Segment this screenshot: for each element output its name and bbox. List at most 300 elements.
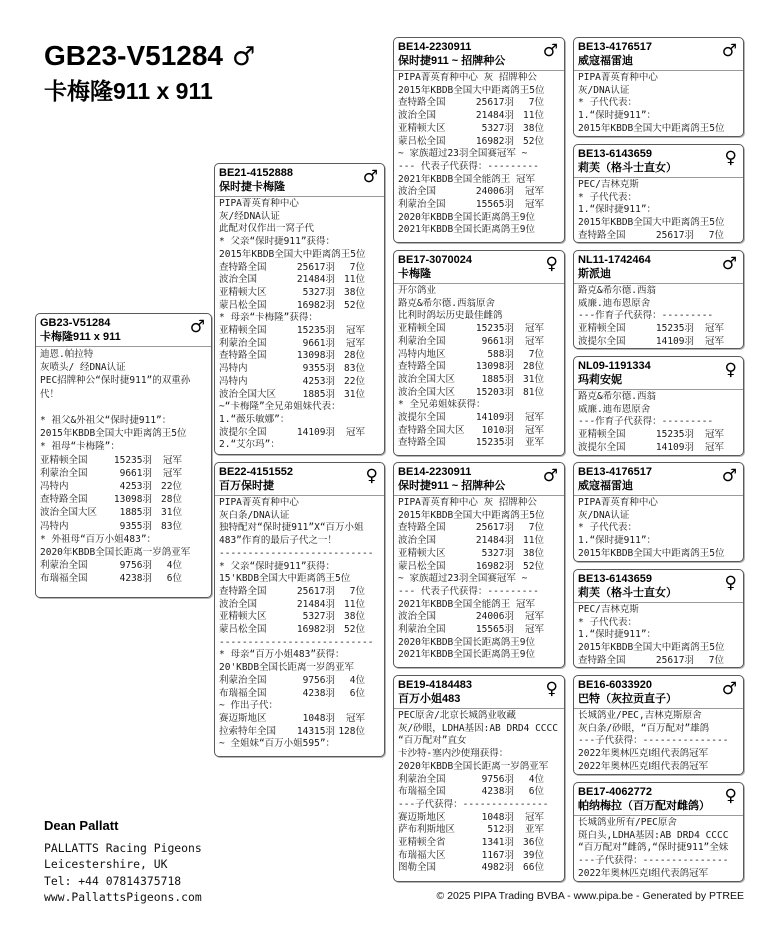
box-header [394, 38, 564, 71]
race-result-row [578, 323, 740, 336]
race-placing: 冠军 [524, 424, 544, 436]
box-details [574, 390, 743, 455]
race-placing: 冠军 [162, 467, 182, 479]
race-placing: 7位 [349, 261, 365, 273]
info-line: --- 代表子代获得：--------- [398, 160, 539, 172]
breeder-location: Leicestershire, UK [44, 857, 168, 872]
breeder-info [44, 818, 202, 905]
race-location: 波提尔全国 [578, 441, 626, 453]
box-header [574, 463, 743, 496]
race-placing: 28位 [344, 350, 365, 362]
race-result-row [219, 713, 381, 726]
breeder-company: PALLATTS Racing Pigeons [44, 841, 202, 855]
info-line: PIPA菁英育种中心 灰 招牌种公 [398, 497, 537, 508]
info-line: 路克&希尔德.西翁原舍 [398, 297, 495, 309]
race-result-row [398, 374, 561, 387]
pedigree-box-dam-dam-dam [573, 782, 744, 882]
race-placing: 83位 [161, 520, 182, 532]
race-location: 亚精顿大区 [398, 122, 446, 134]
pigeon-name: 保时捷卡梅隆 [219, 181, 285, 193]
race-placing: 52位 [344, 299, 365, 311]
male-symbol-icon: ♂ [721, 679, 737, 699]
bird-count: 16982羽 [296, 624, 335, 636]
info-line: * 母亲“卡梅隆”获得： [219, 312, 318, 324]
bird-count: 1885羽 [119, 507, 152, 519]
info-line: 2020年KBDB全国长距离鸽王9位 [398, 211, 535, 223]
bird-count: 4982羽 [481, 862, 514, 874]
info-line: 威廉.迪布恩原舍 [578, 297, 651, 309]
race-result-row [219, 350, 381, 363]
race-location: 赛迈斯地区 [219, 712, 267, 724]
info-line: --- 代表子代获得：--------- [398, 585, 539, 597]
pedigree-box-dam-sire-sire [573, 462, 744, 562]
box-header [574, 676, 743, 709]
race-placing: 冠军 [345, 337, 365, 349]
race-location: 亚精顿全国 [578, 323, 626, 335]
info-line: ---子代获得：--------------- [578, 735, 729, 747]
race-result-row [398, 199, 561, 212]
bird-count: 15565羽 [475, 624, 514, 636]
race-result-row [578, 429, 740, 442]
race-result-row [40, 467, 208, 480]
race-location: 利蒙治全国 [219, 337, 267, 349]
pedigree-box-sire-sire-sire [573, 37, 744, 137]
pigeon-name: 卡梅隆 [398, 268, 431, 280]
box-header [215, 164, 384, 197]
race-result-row [219, 586, 381, 599]
race-result-row [219, 376, 381, 389]
race-location: 波治全国 [398, 535, 437, 547]
info-line: 此配对仅作出一窝子代 [219, 223, 315, 235]
pedigree-box-dam [214, 462, 385, 757]
bird-count: 1167羽 [481, 849, 514, 861]
pedigree-box-dam-sire [393, 462, 565, 668]
race-placing: 冠军 [524, 611, 544, 623]
race-result-row [398, 862, 561, 875]
race-result-row [398, 349, 561, 362]
race-result-row [40, 520, 208, 533]
page-title-pigeon-name: 卡梅隆911 x 911 [44, 78, 213, 104]
bird-count: 9355羽 [302, 363, 335, 375]
box-details [574, 178, 743, 243]
bird-count: 4238羽 [119, 573, 152, 585]
info-line: * 母亲“百万小姐483”获得： [219, 649, 345, 661]
info-line: 1.“保时捷911”： [578, 110, 657, 122]
male-symbol-icon: ♂ [542, 466, 558, 486]
race-result-row [219, 389, 381, 402]
race-location: 亚精顿全国 [219, 325, 267, 337]
pigeon-name: 莉芙（格斗士直女） [578, 587, 677, 599]
info-line: --------------------------- [219, 636, 374, 648]
race-location: 布瑞福大区 [398, 849, 446, 861]
box-header [574, 783, 743, 816]
info-line: 2015年KBDB全国大中距离鸽王5位 [219, 248, 366, 260]
race-result-row [578, 655, 740, 668]
box-details [574, 284, 743, 349]
race-location: 查特路全国 [219, 261, 267, 273]
race-placing: 52位 [523, 560, 544, 572]
race-placing: 亚军 [524, 437, 544, 449]
box-header [574, 145, 743, 178]
bird-count: 9661羽 [119, 467, 152, 479]
race-placing: 7位 [528, 522, 544, 534]
race-placing: 81位 [523, 386, 544, 398]
pedigree-box-sire-sire-dam [573, 144, 744, 243]
box-details [394, 71, 564, 237]
race-location: 萨布利斯地区 [398, 824, 456, 836]
box-header [394, 463, 564, 496]
race-result-row [219, 726, 381, 739]
race-result-row [219, 338, 381, 351]
race-result-row [398, 437, 561, 450]
bird-count: 14109羽 [655, 335, 694, 347]
race-location: 查特路全国 [398, 437, 446, 449]
info-line: 2.“艾尔玛”： [219, 439, 280, 451]
race-result-row [219, 624, 381, 637]
race-location: 利蒙治全国 [398, 199, 446, 211]
info-line: 2015年KBDB全国大中距离鸽王5位 [398, 84, 545, 96]
ring-number: NL11-1742464 [578, 254, 651, 266]
info-line: 1.“保时捷911”： [578, 204, 657, 216]
bird-count: 14109羽 [655, 441, 694, 453]
race-location: 亚精顿大区 [219, 286, 267, 298]
pedigree-box-sire-dam [393, 250, 565, 456]
bird-count: 15235羽 [655, 429, 694, 441]
race-placing: 31位 [161, 507, 182, 519]
pigeon-name: 玛莉安妮 [578, 374, 622, 386]
bird-count: 9756羽 [302, 674, 335, 686]
bird-count: 21484羽 [296, 274, 335, 286]
race-location: 冯特内 [219, 363, 248, 375]
race-placing: 22位 [344, 375, 365, 387]
pedigree-box-subject [35, 313, 212, 598]
info-line: 1.“保时捷911”： [578, 535, 657, 547]
bird-count: 4253羽 [302, 375, 335, 387]
race-placing: 36位 [523, 837, 544, 849]
info-line: 灰白条/砂眼，“百万配对”雄鸽 [578, 722, 710, 734]
info-line: PEC原舍/北京长城鸽业收藏 [398, 710, 516, 721]
race-result-row [398, 837, 561, 850]
info-line: 2022年奥林匹克Ⅰ组代表鸽冠军 [578, 760, 709, 772]
bird-count: 16982羽 [296, 299, 335, 311]
pedigree-box-dam-sire-dam [573, 569, 744, 668]
ring-number: BE16-6033920 [578, 679, 653, 691]
race-result-row [398, 535, 561, 548]
bird-count: 5327羽 [481, 547, 514, 559]
bird-count: 25617羽 [475, 522, 514, 534]
race-result-row [219, 287, 381, 300]
box-header [574, 357, 743, 390]
page-title-line [44, 40, 255, 73]
race-location: 查特路全国 [398, 361, 446, 373]
race-location: 查特路全国 [40, 494, 88, 506]
bird-count: 14315羽 [296, 725, 335, 737]
race-result-row [40, 506, 208, 519]
info-line: * 子代代表： [578, 616, 637, 628]
info-line: 灰/经DNA认证 [219, 210, 280, 222]
box-details [574, 816, 743, 881]
bird-count: 5327羽 [302, 611, 335, 623]
info-line: 路克&希尔德.西翁 [578, 391, 656, 402]
info-line: 开尔鸽业 [398, 285, 437, 296]
pigeon-name: 保时捷911 ~ 招牌种公 [398, 55, 506, 67]
bird-count: 9355羽 [119, 520, 152, 532]
bird-count: 15235羽 [296, 325, 335, 337]
breeder-phone: Tel: +44 07814375718 [44, 873, 182, 888]
bird-count: 24006羽 [475, 186, 514, 198]
race-result-row [398, 361, 561, 374]
info-line: 比利时鸽坛历史最佳雌鸽 [398, 310, 503, 322]
ring-number: BE13-6143659 [578, 573, 653, 585]
race-result-row [398, 611, 561, 624]
info-line: PIPA菁英育种中心 [578, 72, 658, 83]
race-result-row [398, 186, 561, 199]
bird-count: 9661羽 [481, 335, 514, 347]
bird-count: 13098羽 [296, 350, 335, 362]
race-placing: 冠军 [704, 335, 724, 347]
pedigree-box-dam-dam [393, 675, 565, 882]
box-details [574, 496, 743, 561]
female-symbol-icon: ♀ [545, 679, 558, 699]
male-symbol-icon: ♂ [189, 317, 205, 337]
bird-count: 25617羽 [296, 585, 335, 597]
bird-count: 1048羽 [481, 811, 514, 823]
female-symbol-icon: ♀ [724, 573, 737, 593]
info-line: 2020年KBDB全国长距离鸽王9位 [398, 636, 535, 648]
race-location: 波治全国 [219, 598, 258, 610]
race-result-row [398, 336, 561, 349]
female-symbol-icon: ♀ [545, 254, 558, 274]
race-result-row [398, 522, 561, 535]
bird-count: 588羽 [487, 348, 514, 360]
race-placing: 4位 [166, 560, 182, 572]
info-line: PIPA菁英育种中心 [219, 198, 299, 209]
info-line: 长城鸽业所有/PEC原舍 [578, 817, 677, 828]
race-location: 利蒙治全国 [40, 560, 88, 572]
info-line: “百万配对”雌鸽,“保时捷911”全妹 [578, 842, 729, 854]
info-line: 代！ [40, 388, 60, 400]
race-location: 利蒙治全国 [219, 674, 267, 686]
bird-count: 5327羽 [302, 286, 335, 298]
race-placing: 冠军 [524, 199, 544, 211]
bird-count: 9756羽 [119, 560, 152, 572]
race-location: 波治全国 [219, 274, 258, 286]
box-header [394, 676, 564, 709]
race-placing: 冠军 [704, 429, 724, 441]
pigeon-name: 巴特（灰拉贡直子） [578, 693, 677, 705]
bird-count: 13098羽 [113, 494, 152, 506]
male-symbol-icon: ♂ [542, 41, 558, 61]
race-location: 布瑞福全国 [219, 687, 267, 699]
race-placing: 22位 [161, 481, 182, 493]
ring-number: BE21-4152888 [219, 167, 294, 179]
race-placing: 6位 [166, 573, 182, 585]
ring-number: BE13-4176517 [578, 41, 653, 53]
bird-count: 4238羽 [302, 687, 335, 699]
race-result-row [398, 561, 561, 574]
race-location: 蒙吕松全国 [398, 135, 446, 147]
box-details [215, 496, 384, 751]
bird-count: 512羽 [487, 824, 514, 836]
box-details [36, 347, 211, 586]
race-placing: 83位 [344, 363, 365, 375]
ring-number: BE22-4151552 [219, 466, 294, 478]
info-line: * 父亲“保时捷911”获得： [219, 236, 336, 248]
info-line: 灰白条/DNA认证 [219, 509, 290, 521]
info-line: ~ 作出子代： [219, 700, 278, 712]
race-location: 波提尔全国 [578, 335, 626, 347]
info-line: 2015年KBDB全国大中距离鸽王5位 [578, 217, 725, 229]
race-placing: 11位 [344, 598, 365, 610]
info-line: ---作育子代获得：--------- [578, 310, 714, 322]
race-result-row [398, 97, 561, 110]
race-result-row [398, 123, 561, 136]
info-line: 卡沙特-塞内沙使翔获得： [398, 748, 509, 760]
race-placing: 冠军 [524, 811, 544, 823]
pedigree-box-sire-dam-dam [573, 356, 744, 456]
race-result-row [40, 572, 208, 585]
ring-number: GB23-V51284 [40, 317, 111, 329]
race-location: 亚精顿大区 [398, 547, 446, 559]
info-line: 1.“保时捷911”： [578, 629, 657, 641]
bird-count: 25617羽 [655, 654, 694, 666]
info-line: 15'KBDB全国大中距离鸽王5位 [219, 573, 351, 585]
race-location: 布瑞福全国 [40, 573, 88, 585]
bird-count: 1341羽 [481, 837, 514, 849]
race-location: 图勒全国 [398, 862, 437, 874]
race-placing: 冠军 [524, 624, 544, 636]
info-line: 2021年KBDB全国长距离鸽王9位 [398, 224, 535, 236]
info-line: 灰/DNA认证 [578, 509, 630, 521]
info-line: * 子代代表： [578, 522, 637, 534]
info-line: ~ 家族超过23羽全国赛冠军 ~ [398, 148, 528, 160]
race-placing: 冠军 [704, 441, 724, 453]
bird-count: 15235羽 [475, 437, 514, 449]
box-details [394, 496, 564, 662]
race-result-row [398, 850, 561, 863]
box-header [394, 251, 564, 284]
pedigree-box-sire [214, 163, 385, 455]
race-result-row [40, 493, 208, 506]
box-details [574, 71, 743, 136]
info-line: “百万配对”直女 [398, 735, 467, 747]
race-location: 查特路全国 [219, 585, 267, 597]
race-placing: 38位 [523, 547, 544, 559]
race-result-row [398, 786, 561, 799]
bird-count: 21484羽 [296, 598, 335, 610]
race-result-row [398, 387, 561, 400]
info-line: PIPA菁英育种中心 [578, 497, 658, 508]
race-location: 蒙吕松全国 [219, 299, 267, 311]
bird-count: 4238羽 [481, 786, 514, 798]
race-placing: 7位 [708, 654, 724, 666]
race-placing: 冠军 [524, 186, 544, 198]
race-location: 亚精顿全国 [398, 323, 446, 335]
race-placing: 128位 [338, 725, 365, 737]
race-placing: 7位 [528, 97, 544, 109]
race-location: 冯特内 [40, 481, 69, 493]
ring-number: BE13-4176517 [578, 466, 653, 478]
bird-count: 24006羽 [475, 611, 514, 623]
bird-count: 25617羽 [655, 229, 694, 241]
info-line: ~ 家族超过23羽全国赛冠军 ~ [398, 573, 528, 585]
ring-number: BE13-6143659 [578, 148, 653, 160]
race-location: 查特路全国 [398, 97, 446, 109]
info-line: * 全兄弟姐妹获得： [398, 399, 486, 411]
race-location: 亚精顿全国 [578, 429, 626, 441]
race-location: 冯特内 [40, 520, 69, 532]
info-line: * 子代代表： [578, 97, 637, 109]
info-line: 2015年KBDB全国大中距离鸽王5位 [578, 642, 725, 654]
race-result-row [398, 548, 561, 561]
bird-count: 4253羽 [119, 481, 152, 493]
race-result-row [40, 480, 208, 493]
race-result-row [398, 412, 561, 425]
race-placing: 亚军 [524, 824, 544, 836]
race-location: 蒙吕松全国 [219, 624, 267, 636]
page-title [44, 40, 255, 105]
box-header [574, 251, 743, 284]
pigeon-name: 威寇福雷迪 [578, 55, 633, 67]
bird-count: 16982羽 [475, 560, 514, 572]
ring-number: BE19-4184483 [398, 679, 473, 691]
race-location: 亚精顿全省 [398, 837, 446, 849]
info-line: 迪恩.帕拉特 [40, 349, 94, 360]
race-placing: 52位 [523, 135, 544, 147]
bird-count: 14109羽 [475, 412, 514, 424]
race-result-row [398, 824, 561, 837]
race-location: 冯特内地区 [398, 348, 446, 360]
race-result-row [219, 611, 381, 624]
race-placing: 28位 [523, 361, 544, 373]
race-placing: 28位 [161, 494, 182, 506]
race-location: 波治全国大区 [398, 373, 456, 385]
race-placing: 冠军 [345, 426, 365, 438]
info-line: 2022年奥林匹克Ⅰ组代表鸽冠军 [578, 748, 709, 760]
race-placing: 7位 [349, 585, 365, 597]
race-location: 查特路全国 [219, 350, 267, 362]
breeder-name: Dean Pallatt [44, 818, 119, 833]
ring-number: BE14-2230911 [398, 41, 472, 53]
race-location: 波治全国 [398, 611, 437, 623]
info-line: * 祖母“卡梅隆”： [40, 441, 120, 453]
info-line: ~ 全姐妹“百万小姐595”： [219, 738, 336, 750]
race-placing: 7位 [708, 229, 724, 241]
race-placing: 6位 [349, 687, 365, 699]
race-result-row [40, 559, 208, 572]
race-location: 利蒙治全国 [398, 624, 446, 636]
pigeon-name: 卡梅隆911 x 911 [40, 331, 121, 343]
race-location: 利蒙治全国 [398, 773, 446, 785]
page-title-ring-number: GB23-V51284 [44, 40, 224, 71]
info-line: 2021年KBDB全国全能鸽王 冠军 [398, 173, 535, 185]
race-result-row [219, 599, 381, 612]
race-placing: 冠军 [162, 454, 182, 466]
info-line: 灰喷头/ 经DNA认证 [40, 362, 126, 374]
female-symbol-icon: ♀ [724, 148, 737, 168]
info-line: * 父亲“保时捷911”获得： [219, 560, 336, 572]
race-placing: 冠军 [524, 412, 544, 424]
bird-count: 9756羽 [481, 773, 514, 785]
race-placing: 11位 [523, 110, 544, 122]
info-line: ~“卡梅隆”全兄弟姐妹代表： [219, 401, 341, 413]
info-line: 灰/DNA认证 [578, 84, 630, 96]
female-symbol-icon: ♀ [724, 360, 737, 380]
box-details [574, 709, 743, 774]
bird-count: 14109羽 [296, 426, 335, 438]
bird-count: 15565羽 [475, 199, 514, 211]
info-line: 20'KBDB全国长距离一岁鸽亚军 [219, 662, 355, 674]
